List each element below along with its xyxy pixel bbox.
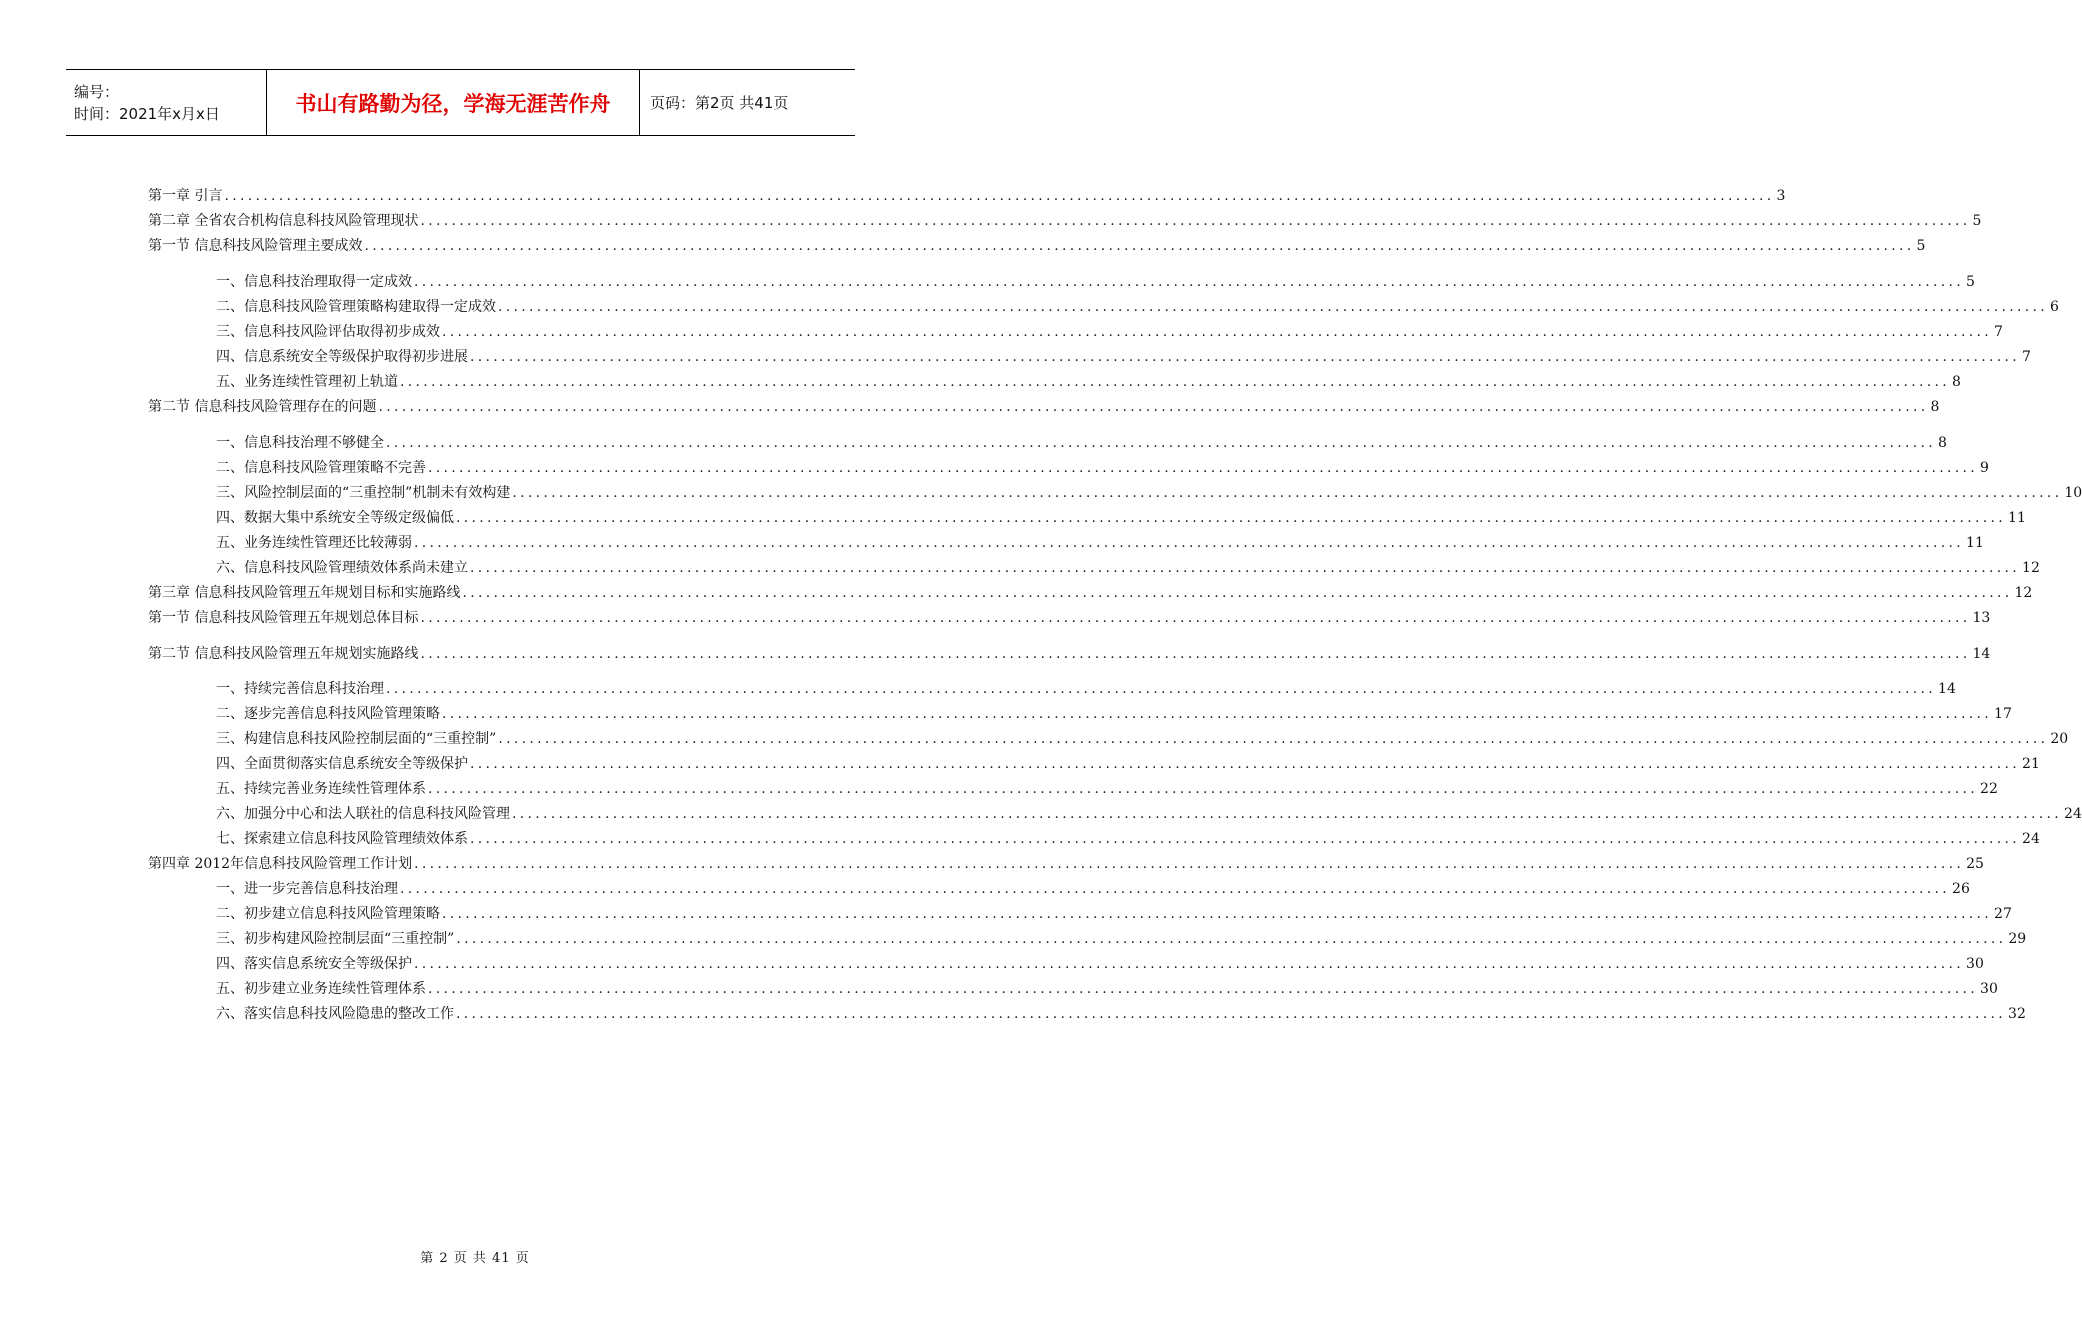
header-meta [66, 70, 266, 135]
toc-subsection-row[interactable] [216, 830, 2040, 848]
toc-leader-dots: ........................................................................................................................................................................................................ [378, 399, 1929, 415]
toc-leader-dots: ........................................................................................................................................................................................................ [386, 681, 1937, 697]
toc-subsection-row[interactable] [216, 730, 2069, 748]
toc-leader-dots: ........................................................................................................................................................................................................ [456, 510, 2007, 526]
toc-entry-page: 17 [1994, 706, 2012, 722]
toc-leader-dots: ........................................................................................................................................................................................................ [414, 535, 1965, 551]
toc-leader-dots: ........................................................................................................................................................................................................ [456, 1006, 2007, 1022]
toc-entry-page: 22 [1980, 781, 1998, 797]
toc-entry-title: 二、逐步完善信息科技风险管理策略 [216, 706, 440, 722]
page-header [66, 69, 855, 136]
toc-entry-page: 21 [2022, 756, 2040, 772]
toc-entry-title: 第一节 信息科技风险管理主要成效 [148, 238, 363, 254]
toc-entry-title: 一、持续完善信息科技治理 [216, 681, 384, 697]
header-page-info: 页码：第2页 共41页 [650, 94, 789, 112]
toc-entry-title: 五、初步建立业务连续性管理体系 [216, 981, 426, 997]
document-time-label: 时间：2021年x月x日 [74, 104, 220, 123]
toc-subsection-row[interactable] [216, 980, 1998, 998]
toc-entry-title: 第一节 信息科技风险管理五年规划总体目标 [148, 610, 419, 626]
toc-entry-title: 五、业务连续性管理还比较薄弱 [216, 535, 412, 551]
toc-entry-page: 12 [2014, 585, 2033, 601]
toc-subsection-row[interactable] [216, 509, 2026, 527]
toc-entry-title: 第三章 信息科技风险管理五年规划目标和实施路线 [148, 585, 461, 601]
toc-subsection-row[interactable] [216, 273, 1975, 291]
toc-leader-dots: ........................................................................................................................................................................................................ [386, 435, 1937, 451]
toc-leader-dots: ........................................................................................................................................................................................................ [470, 560, 2021, 576]
toc-entry-page: 12 [2022, 560, 2040, 576]
toc-entry-title: 七、探索建立信息科技风险管理绩效体系 [216, 831, 468, 847]
toc-entry-title: 第二节 信息科技风险管理五年规划实施路线 [148, 646, 419, 662]
toc-subsection-row[interactable] [216, 434, 1947, 452]
toc-leader-dots: ........................................................................................................................................................................................................ [400, 881, 1951, 897]
toc-entry-page: 30 [1966, 956, 1984, 972]
toc-heading-row[interactable] [148, 584, 2033, 602]
toc-entry-page: 8 [1930, 399, 1940, 415]
toc-subsection-row[interactable] [216, 955, 1984, 973]
toc-entry-page: 25 [1966, 856, 1984, 872]
toc-entry-page: 7 [2022, 349, 2031, 365]
toc-entry-title: 六、落实信息科技风险隐患的整改工作 [216, 1006, 454, 1022]
toc-heading-row[interactable] [148, 398, 1940, 416]
toc-leader-dots: ........................................................................................................................................................................................................ [498, 731, 2049, 747]
toc-entry-page: 26 [1952, 881, 1970, 897]
toc-entry-title: 三、信息科技风险评估取得初步成效 [216, 324, 440, 340]
toc-leader-dots: ........................................................................................................................................................................................................ [442, 906, 1993, 922]
toc-entry-page: 14 [1938, 681, 1956, 697]
toc-leader-dots: ........................................................................................................................................................................................................ [470, 349, 2021, 365]
toc-leader-dots: ........................................................................................................................................................................................................ [428, 460, 1979, 476]
toc-entry-title: 二、信息科技风险管理策略不完善 [216, 460, 426, 476]
toc-entry-title: 五、持续完善业务连续性管理体系 [216, 781, 426, 797]
toc-leader-dots: ........................................................................................................................................................................................................ [512, 485, 2063, 501]
toc-leader-dots: ........................................................................................................................................................................................................ [428, 981, 1979, 997]
toc-entry-page: 11 [2008, 510, 2026, 526]
toc-entry-page: 29 [2008, 931, 2027, 947]
toc-entry-page: 10 [2064, 485, 2082, 501]
toc-leader-dots: ........................................................................................................................................................................................................ [442, 324, 1993, 340]
toc-entry-page: 3 [1776, 188, 1786, 204]
toc-subsection-row[interactable] [216, 805, 2082, 823]
toc-entry-page: 5 [1966, 274, 1975, 290]
document-number-label: 编号： [74, 82, 120, 101]
toc-entry-page: 24 [2022, 831, 2040, 847]
toc-leader-dots: ........................................................................................................................................................................................................ [400, 374, 1951, 390]
toc-entry-page: 7 [1994, 324, 2003, 340]
toc-heading-row[interactable] [148, 855, 1984, 873]
toc-leader-dots: ........................................................................................................................................................................................................ [428, 781, 1979, 797]
toc-leader-dots: ........................................................................................................................................................................................................ [414, 856, 1965, 872]
toc-entry-title: 四、信息系统安全等级保护取得初步进展 [216, 349, 468, 365]
toc-subsection-row[interactable] [216, 323, 2003, 341]
toc-heading-row[interactable] [148, 212, 1982, 230]
toc-heading-row[interactable] [148, 187, 1786, 205]
toc-subsection-row[interactable] [216, 780, 1998, 798]
toc-subsection-row[interactable] [216, 755, 2040, 773]
toc-entry-page: 11 [1966, 535, 1984, 551]
toc-entry-page: 5 [1972, 213, 1982, 229]
toc-leader-dots: ........................................................................................................................................................................................................ [456, 931, 2007, 947]
toc-subsection-row[interactable] [216, 348, 2031, 366]
toc-entry-title: 第二章 全省农合机构信息科技风险管理现状 [148, 213, 419, 229]
toc-subsection-row[interactable] [216, 373, 1961, 391]
toc-entry-title: 一、进一步完善信息科技治理 [216, 881, 398, 897]
toc-entry-page: 8 [1938, 435, 1947, 451]
toc-entry-title: 六、加强分中心和法人联社的信息科技风险管理 [216, 806, 510, 822]
toc-entry-page: 32 [2008, 1006, 2026, 1022]
toc-subsection-row[interactable] [216, 484, 2082, 502]
toc-subsection-row[interactable] [216, 298, 2059, 316]
toc-leader-dots: ........................................................................................................................................................................................................ [224, 188, 1775, 204]
toc-entry-title: 四、落实信息系统安全等级保护 [216, 956, 412, 972]
toc-leader-dots: ........................................................................................................................................................................................................ [512, 806, 2063, 822]
toc-entry-page: 27 [1994, 906, 2012, 922]
toc-entry-title: 二、初步建立信息科技风险管理策略 [216, 906, 440, 922]
page-footer: 第 2 页 共 41 页 [420, 1251, 530, 1266]
toc-leader-dots: ........................................................................................................................................................................................................ [420, 213, 1971, 229]
toc-entry-page: 5 [1916, 238, 1926, 254]
toc-subsection-row[interactable] [216, 705, 2012, 723]
toc-entry-title: 三、风险控制层面的“三重控制”机制未有效构建 [216, 485, 511, 501]
toc-subsection-row[interactable] [216, 1005, 2026, 1023]
toc-entry-page: 9 [1980, 460, 1989, 476]
toc-entry-title: 一、信息科技治理不够健全 [216, 435, 384, 451]
toc-leader-dots: ........................................................................................................................................................................................................ [420, 610, 1971, 626]
toc-leader-dots: ........................................................................................................................................................................................................ [414, 274, 1965, 290]
toc-leader-dots: ........................................................................................................................................................................................................ [364, 238, 1915, 254]
toc-leader-dots: ........................................................................................................................................................................................................ [414, 956, 1965, 972]
header-motto: 书山有路勤为径，学海无涯苦作舟 [266, 70, 640, 135]
toc-entry-title: 六、信息科技风险管理绩效体系尚未建立 [216, 560, 468, 576]
toc-leader-dots: ........................................................................................................................................................................................................ [442, 706, 1993, 722]
toc-entry-title: 五、业务连续性管理初上轨道 [216, 374, 398, 390]
toc-entry-title: 四、数据大集中系统安全等级定级偏低 [216, 510, 454, 526]
toc-leader-dots: ........................................................................................................................................................................................................ [470, 756, 2021, 772]
toc-leader-dots: ........................................................................................................................................................................................................ [470, 831, 2021, 847]
toc-heading-row[interactable] [148, 237, 1926, 255]
toc-entry-title: 二、信息科技风险管理策略构建取得一定成效 [216, 299, 496, 315]
toc-entry-title: 第一章 引言 [148, 188, 223, 204]
toc-entry-page: 14 [1972, 646, 1991, 662]
toc-subsection-row[interactable] [216, 680, 1956, 698]
toc-entry-page: 6 [2050, 299, 2059, 315]
toc-entry-page: 20 [2050, 731, 2069, 747]
toc-entry-title: 三、构建信息科技风险控制层面的“三重控制” [216, 731, 497, 747]
toc-entry-title: 第四章 2012年信息科技风险管理工作计划 [148, 856, 413, 872]
toc-heading-row[interactable] [148, 645, 1991, 663]
toc-subsection-row[interactable] [216, 905, 2012, 923]
toc-entry-page: 24 [2064, 806, 2082, 822]
toc-subsection-row[interactable] [216, 930, 2027, 948]
toc-subsection-row[interactable] [216, 559, 2040, 577]
toc-entry-title: 四、全面贯彻落实信息系统安全等级保护 [216, 756, 468, 772]
toc-subsection-row[interactable] [216, 880, 1970, 898]
toc-entry-title: 一、信息科技治理取得一定成效 [216, 274, 412, 290]
toc-entry-title: 三、初步构建风险控制层面“三重控制” [216, 931, 455, 947]
toc-entry-page: 8 [1952, 374, 1961, 390]
toc-heading-row[interactable] [148, 609, 1991, 627]
toc-leader-dots: ........................................................................................................................................................................................................ [498, 299, 2049, 315]
toc-entry-title: 第二节 信息科技风险管理存在的问题 [148, 399, 377, 415]
toc-entry-page: 30 [1980, 981, 1998, 997]
toc-entry-page: 13 [1972, 610, 1991, 626]
toc-subsection-row[interactable] [216, 459, 1989, 477]
toc-subsection-row[interactable] [216, 534, 1984, 552]
toc-leader-dots: ........................................................................................................................................................................................................ [420, 646, 1971, 662]
toc-leader-dots: ........................................................................................................................................................................................................ [462, 585, 2013, 601]
